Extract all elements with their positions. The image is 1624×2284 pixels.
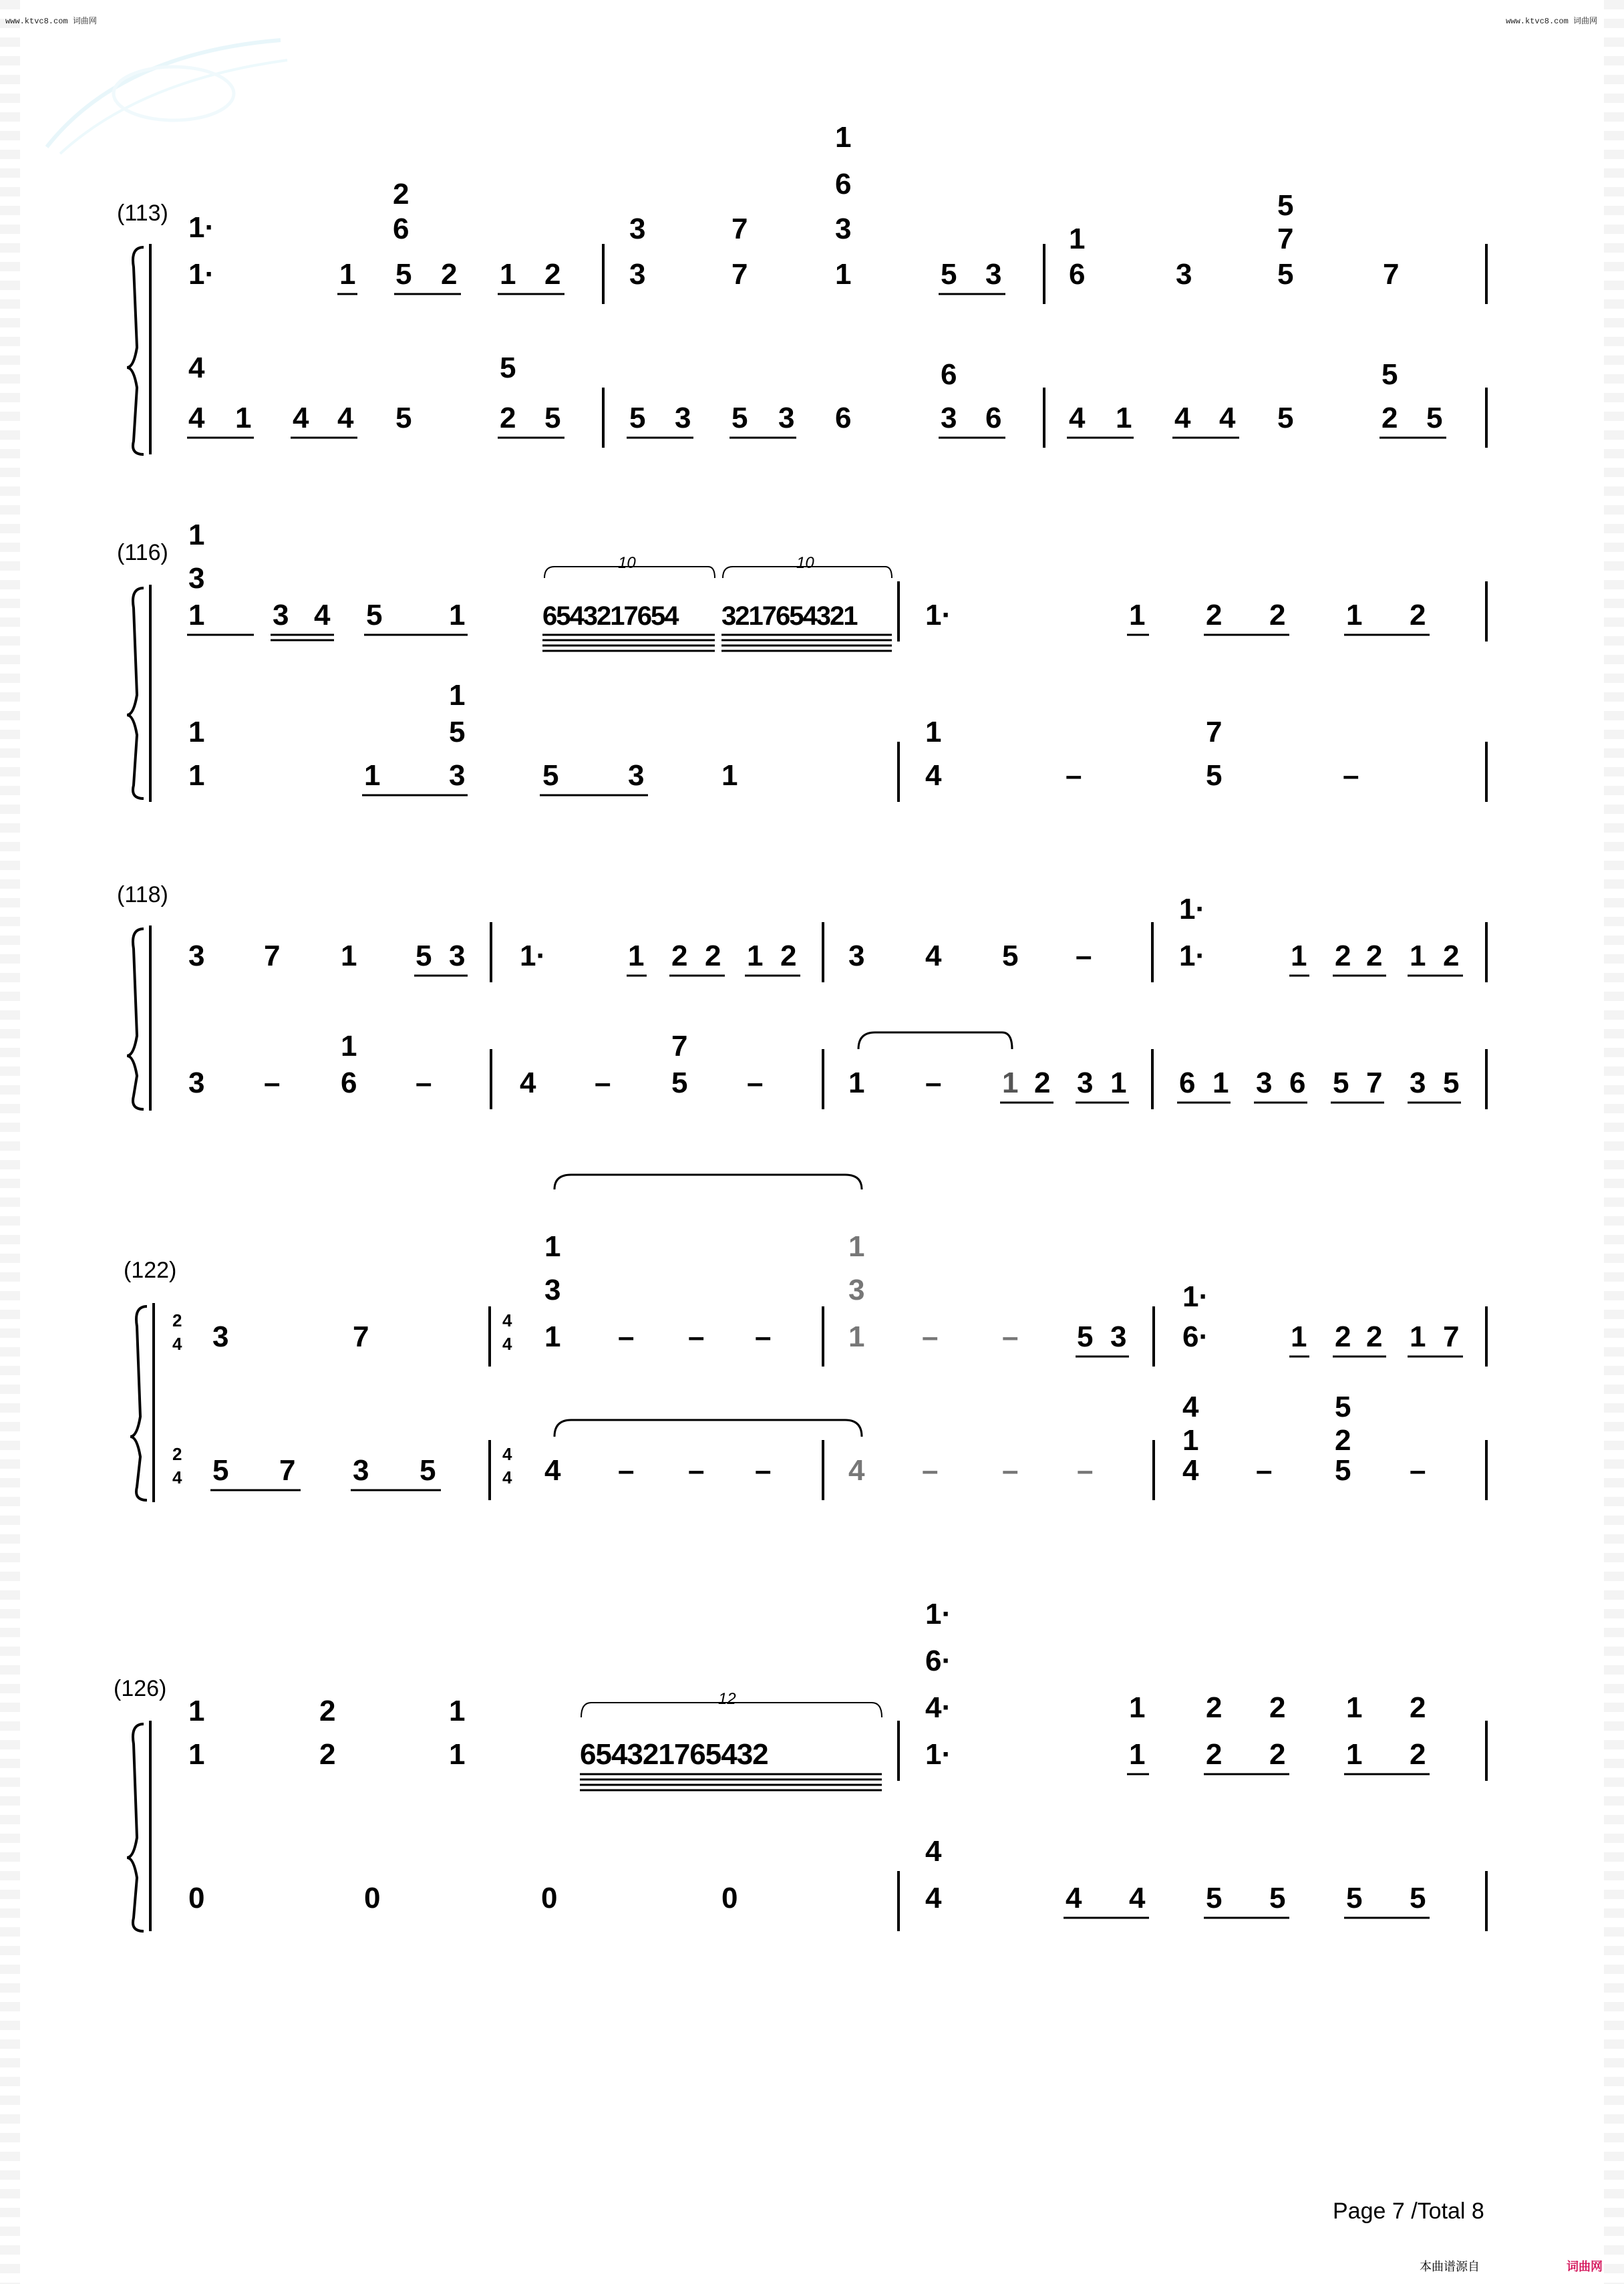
svg-text:6: 6	[341, 1066, 357, 1099]
svg-text:5: 5	[1277, 258, 1294, 291]
svg-text:5: 5	[941, 258, 957, 291]
svg-text:–: –	[1002, 1320, 1019, 1353]
svg-text:2: 2	[1443, 940, 1460, 972]
svg-text:1: 1	[721, 759, 738, 792]
svg-text:2: 2	[1335, 1320, 1351, 1353]
svg-text:2: 2	[1366, 1320, 1383, 1353]
svg-text:1: 1	[1410, 940, 1426, 972]
svg-text:3: 3	[629, 212, 646, 245]
svg-text:–: –	[618, 1320, 635, 1353]
svg-text:1·: 1·	[1179, 893, 1206, 925]
svg-text:7: 7	[279, 1454, 296, 1487]
svg-text:2: 2	[1335, 940, 1351, 972]
svg-text:1: 1	[1346, 1738, 1363, 1771]
svg-text:2: 2	[500, 402, 516, 434]
svg-text:3217654321: 3217654321	[721, 601, 857, 631]
measure-number: (116)	[117, 540, 168, 565]
svg-text:1: 1	[848, 1320, 865, 1353]
svg-text:–: –	[264, 1066, 281, 1099]
svg-text:4: 4	[337, 402, 354, 434]
site-header-right: www.ktvc8.com 词曲网	[1506, 17, 1597, 26]
svg-text:1: 1	[364, 759, 381, 792]
svg-text:2: 2	[1382, 402, 1398, 434]
svg-text:7: 7	[732, 212, 748, 245]
svg-text:–: –	[925, 1066, 942, 1099]
svg-text:2: 2	[1410, 599, 1426, 631]
svg-text:4: 4	[520, 1066, 536, 1099]
svg-text:4: 4	[848, 1454, 865, 1487]
svg-text:3: 3	[1176, 258, 1192, 291]
svg-text:1: 1	[188, 759, 205, 792]
svg-text:3: 3	[212, 1320, 229, 1353]
svg-text:4: 4	[1182, 1391, 1199, 1423]
svg-text:1: 1	[1116, 402, 1132, 434]
system-122	[130, 1175, 1486, 1502]
svg-text:1·: 1·	[520, 940, 546, 972]
svg-text:5: 5	[1277, 189, 1294, 222]
svg-text:1: 1	[925, 716, 942, 748]
svg-text:3: 3	[628, 759, 645, 792]
svg-text:–: –	[688, 1320, 705, 1353]
svg-text:6: 6	[835, 402, 852, 434]
svg-text:0: 0	[721, 1882, 738, 1914]
site-header-left: www.ktvc8.com 词曲网	[5, 17, 97, 26]
svg-text:1: 1	[1410, 1320, 1426, 1353]
svg-text:–: –	[1077, 1454, 1094, 1487]
svg-text:5: 5	[1346, 1882, 1363, 1914]
system-126	[127, 1598, 1486, 1931]
svg-text:5: 5	[420, 1454, 436, 1487]
svg-text:4: 4	[1069, 402, 1086, 434]
svg-text:5: 5	[500, 351, 516, 384]
svg-text:–: –	[755, 1454, 772, 1487]
svg-text:1: 1	[235, 402, 252, 434]
svg-text:3: 3	[848, 1274, 865, 1306]
system-113	[127, 121, 1486, 454]
system-116	[127, 519, 1486, 802]
svg-text:6: 6	[1289, 1066, 1306, 1099]
svg-text:2: 2	[1410, 1738, 1426, 1771]
svg-text:2: 2	[319, 1695, 336, 1727]
svg-text:2: 2	[1206, 599, 1223, 631]
svg-text:4: 4	[502, 1310, 512, 1330]
svg-text:12: 12	[718, 1690, 736, 1708]
svg-text:3: 3	[1410, 1066, 1426, 1099]
measure-number: (118)	[117, 882, 168, 907]
svg-text:1: 1	[1129, 1691, 1146, 1724]
svg-text:0: 0	[188, 1882, 205, 1914]
system-118	[127, 893, 1486, 1111]
svg-text:2: 2	[393, 178, 410, 210]
svg-text:1: 1	[1291, 940, 1307, 972]
svg-text:10: 10	[796, 554, 814, 572]
svg-text:5: 5	[1426, 402, 1443, 434]
svg-text:2: 2	[780, 940, 797, 972]
svg-text:3: 3	[188, 940, 205, 972]
svg-text:1·: 1·	[925, 1598, 952, 1630]
svg-text:1: 1	[1291, 1320, 1307, 1353]
svg-text:2: 2	[1335, 1424, 1351, 1457]
svg-text:–: –	[595, 1066, 611, 1099]
svg-text:654321765432: 654321765432	[580, 1738, 768, 1771]
svg-text:1: 1	[1346, 1691, 1363, 1724]
svg-text:5: 5	[395, 402, 412, 434]
svg-text:5: 5	[1206, 1882, 1223, 1914]
svg-text:1: 1	[188, 599, 205, 631]
svg-text:4: 4	[925, 759, 942, 792]
svg-text:1: 1	[835, 121, 852, 154]
svg-text:–: –	[1343, 759, 1359, 792]
svg-text:3: 3	[848, 940, 865, 972]
svg-text:2: 2	[172, 1444, 182, 1464]
svg-text:6: 6	[985, 402, 1002, 434]
svg-text:1: 1	[747, 940, 764, 972]
svg-text:1: 1	[1110, 1066, 1127, 1099]
svg-text:4: 4	[1219, 402, 1236, 434]
svg-text:–: –	[1002, 1454, 1019, 1487]
svg-text:5: 5	[1443, 1066, 1460, 1099]
svg-text:2: 2	[705, 940, 721, 972]
svg-text:2: 2	[1206, 1738, 1223, 1771]
svg-text:3: 3	[188, 562, 205, 595]
svg-text:5: 5	[1335, 1391, 1351, 1423]
svg-text:4: 4	[1182, 1454, 1199, 1487]
svg-text:4: 4	[502, 1334, 512, 1354]
svg-text:3: 3	[778, 402, 795, 434]
svg-text:0: 0	[541, 1882, 558, 1914]
svg-text:4: 4	[188, 402, 205, 434]
svg-text:5: 5	[1333, 1066, 1349, 1099]
svg-text:5: 5	[1335, 1454, 1351, 1487]
svg-text:4: 4	[925, 940, 942, 972]
svg-text:6543217654: 6543217654	[542, 601, 678, 631]
svg-text:4: 4	[188, 351, 205, 384]
svg-text:6·: 6·	[925, 1645, 952, 1677]
svg-text:5: 5	[395, 258, 412, 291]
svg-text:2: 2	[1269, 1691, 1286, 1724]
svg-text:5: 5	[1002, 940, 1019, 972]
svg-text:1: 1	[544, 1230, 561, 1263]
svg-text:1: 1	[835, 258, 852, 291]
svg-text:–: –	[922, 1454, 939, 1487]
svg-text:2: 2	[319, 1738, 336, 1771]
svg-text:1: 1	[188, 716, 205, 748]
svg-text:5: 5	[212, 1454, 229, 1487]
svg-text:4: 4	[544, 1454, 561, 1487]
svg-text:5: 5	[1206, 759, 1223, 792]
svg-text:5: 5	[1269, 1882, 1286, 1914]
svg-text:1: 1	[628, 940, 645, 972]
svg-text:2: 2	[671, 940, 688, 972]
svg-text:5: 5	[629, 402, 646, 434]
svg-text:1·: 1·	[188, 258, 215, 291]
svg-text:7: 7	[1366, 1066, 1383, 1099]
svg-text:5: 5	[1382, 358, 1398, 391]
svg-text:1: 1	[848, 1230, 865, 1263]
svg-text:1·: 1·	[1182, 1280, 1209, 1313]
svg-text:5: 5	[416, 940, 432, 972]
svg-text:2: 2	[1366, 940, 1383, 972]
svg-text:1: 1	[188, 1738, 205, 1771]
svg-text:–: –	[1256, 1454, 1273, 1487]
svg-text:3: 3	[985, 258, 1002, 291]
svg-text:5: 5	[1277, 402, 1294, 434]
svg-text:5: 5	[1410, 1882, 1426, 1914]
svg-text:1: 1	[188, 1695, 205, 1727]
svg-text:4: 4	[293, 402, 309, 434]
svg-text:4: 4	[1174, 402, 1191, 434]
svg-text:3: 3	[941, 402, 957, 434]
svg-text:1: 1	[1069, 223, 1086, 255]
svg-text:7: 7	[732, 258, 748, 291]
svg-text:6: 6	[835, 168, 852, 200]
svg-text:–: –	[618, 1454, 635, 1487]
svg-text:4: 4	[172, 1334, 182, 1354]
svg-text:6: 6	[941, 358, 957, 391]
svg-text:1: 1	[449, 599, 466, 631]
svg-text:3: 3	[273, 599, 289, 631]
svg-text:1: 1	[449, 1695, 466, 1727]
svg-text:3: 3	[1110, 1320, 1127, 1353]
svg-text:7: 7	[1277, 223, 1294, 255]
svg-text:1: 1	[1182, 1424, 1199, 1457]
svg-text:1: 1	[500, 258, 516, 291]
svg-text:1: 1	[449, 679, 466, 712]
svg-text:6·: 6·	[1182, 1320, 1209, 1353]
svg-text:1: 1	[449, 1738, 466, 1771]
measure-number: (122)	[124, 1258, 177, 1283]
svg-text:1: 1	[341, 940, 357, 972]
svg-text:4: 4	[502, 1467, 512, 1487]
svg-text:7: 7	[264, 940, 281, 972]
svg-text:1: 1	[544, 1320, 561, 1353]
svg-text:–: –	[416, 1066, 432, 1099]
svg-text:4: 4	[925, 1882, 942, 1914]
svg-text:1: 1	[1212, 1066, 1229, 1099]
svg-text:4: 4	[314, 599, 331, 631]
svg-text:5: 5	[544, 402, 561, 434]
svg-text:–: –	[1410, 1454, 1426, 1487]
svg-text:–: –	[922, 1320, 939, 1353]
svg-text:1: 1	[341, 1030, 357, 1062]
source-note: 本曲谱源自	[1420, 2260, 1480, 2273]
svg-text:3: 3	[835, 212, 852, 245]
svg-text:6: 6	[1069, 258, 1086, 291]
svg-text:0: 0	[364, 1882, 381, 1914]
svg-text:7: 7	[671, 1030, 688, 1062]
svg-text:5: 5	[671, 1066, 688, 1099]
svg-text:4: 4	[1129, 1882, 1146, 1914]
svg-text:1: 1	[188, 519, 205, 551]
svg-text:6: 6	[1179, 1066, 1196, 1099]
svg-text:1·: 1·	[925, 599, 952, 631]
svg-text:2: 2	[1269, 1738, 1286, 1771]
svg-text:4: 4	[925, 1835, 942, 1868]
measure-number: (113)	[117, 200, 168, 226]
svg-text:1·: 1·	[1179, 940, 1206, 972]
svg-text:4: 4	[502, 1444, 512, 1464]
svg-text:2: 2	[172, 1310, 182, 1330]
svg-text:4·: 4·	[925, 1691, 952, 1724]
svg-text:1: 1	[1346, 599, 1363, 631]
svg-text:–: –	[1066, 759, 1082, 792]
measure-number: (126)	[114, 1676, 167, 1701]
svg-text:5: 5	[732, 402, 748, 434]
brand-logo-text[interactable]: 词曲网	[1567, 2260, 1603, 2273]
svg-text:1·: 1·	[188, 211, 215, 244]
svg-text:2: 2	[1410, 1691, 1426, 1724]
svg-text:4: 4	[1066, 1882, 1082, 1914]
svg-text:3: 3	[629, 258, 646, 291]
svg-text:3: 3	[188, 1066, 205, 1099]
svg-text:2: 2	[1034, 1066, 1051, 1099]
svg-text:1·: 1·	[925, 1738, 952, 1771]
svg-text:1: 1	[1129, 599, 1146, 631]
svg-text:3: 3	[449, 759, 466, 792]
svg-text:3: 3	[675, 402, 691, 434]
svg-text:5: 5	[366, 599, 383, 631]
svg-text:–: –	[755, 1320, 772, 1353]
svg-text:7: 7	[353, 1320, 369, 1353]
svg-text:4: 4	[172, 1467, 182, 1487]
svg-text:2: 2	[441, 258, 458, 291]
svg-text:–: –	[1076, 940, 1092, 972]
svg-text:2: 2	[544, 258, 561, 291]
svg-text:3: 3	[544, 1274, 561, 1306]
svg-text:7: 7	[1206, 716, 1223, 748]
svg-text:–: –	[747, 1066, 764, 1099]
svg-text:3: 3	[1077, 1066, 1094, 1099]
svg-text:2: 2	[1269, 599, 1286, 631]
svg-text:7: 7	[1443, 1320, 1460, 1353]
svg-text:5: 5	[542, 759, 559, 792]
svg-text:1: 1	[848, 1066, 865, 1099]
svg-text:–: –	[688, 1454, 705, 1487]
svg-text:7: 7	[1383, 258, 1400, 291]
svg-text:1: 1	[1129, 1738, 1146, 1771]
svg-text:10: 10	[618, 554, 636, 572]
svg-text:5: 5	[1077, 1320, 1094, 1353]
svg-text:3: 3	[1256, 1066, 1273, 1099]
svg-text:6: 6	[393, 212, 410, 245]
svg-text:1: 1	[339, 258, 356, 291]
page-indicator: Page 7 /Total 8	[1333, 2198, 1484, 2224]
svg-text:2: 2	[1206, 1691, 1223, 1724]
svg-text:3: 3	[449, 940, 466, 972]
svg-text:1: 1	[1002, 1066, 1019, 1099]
svg-text:5: 5	[449, 716, 466, 748]
svg-text:3: 3	[353, 1454, 369, 1487]
